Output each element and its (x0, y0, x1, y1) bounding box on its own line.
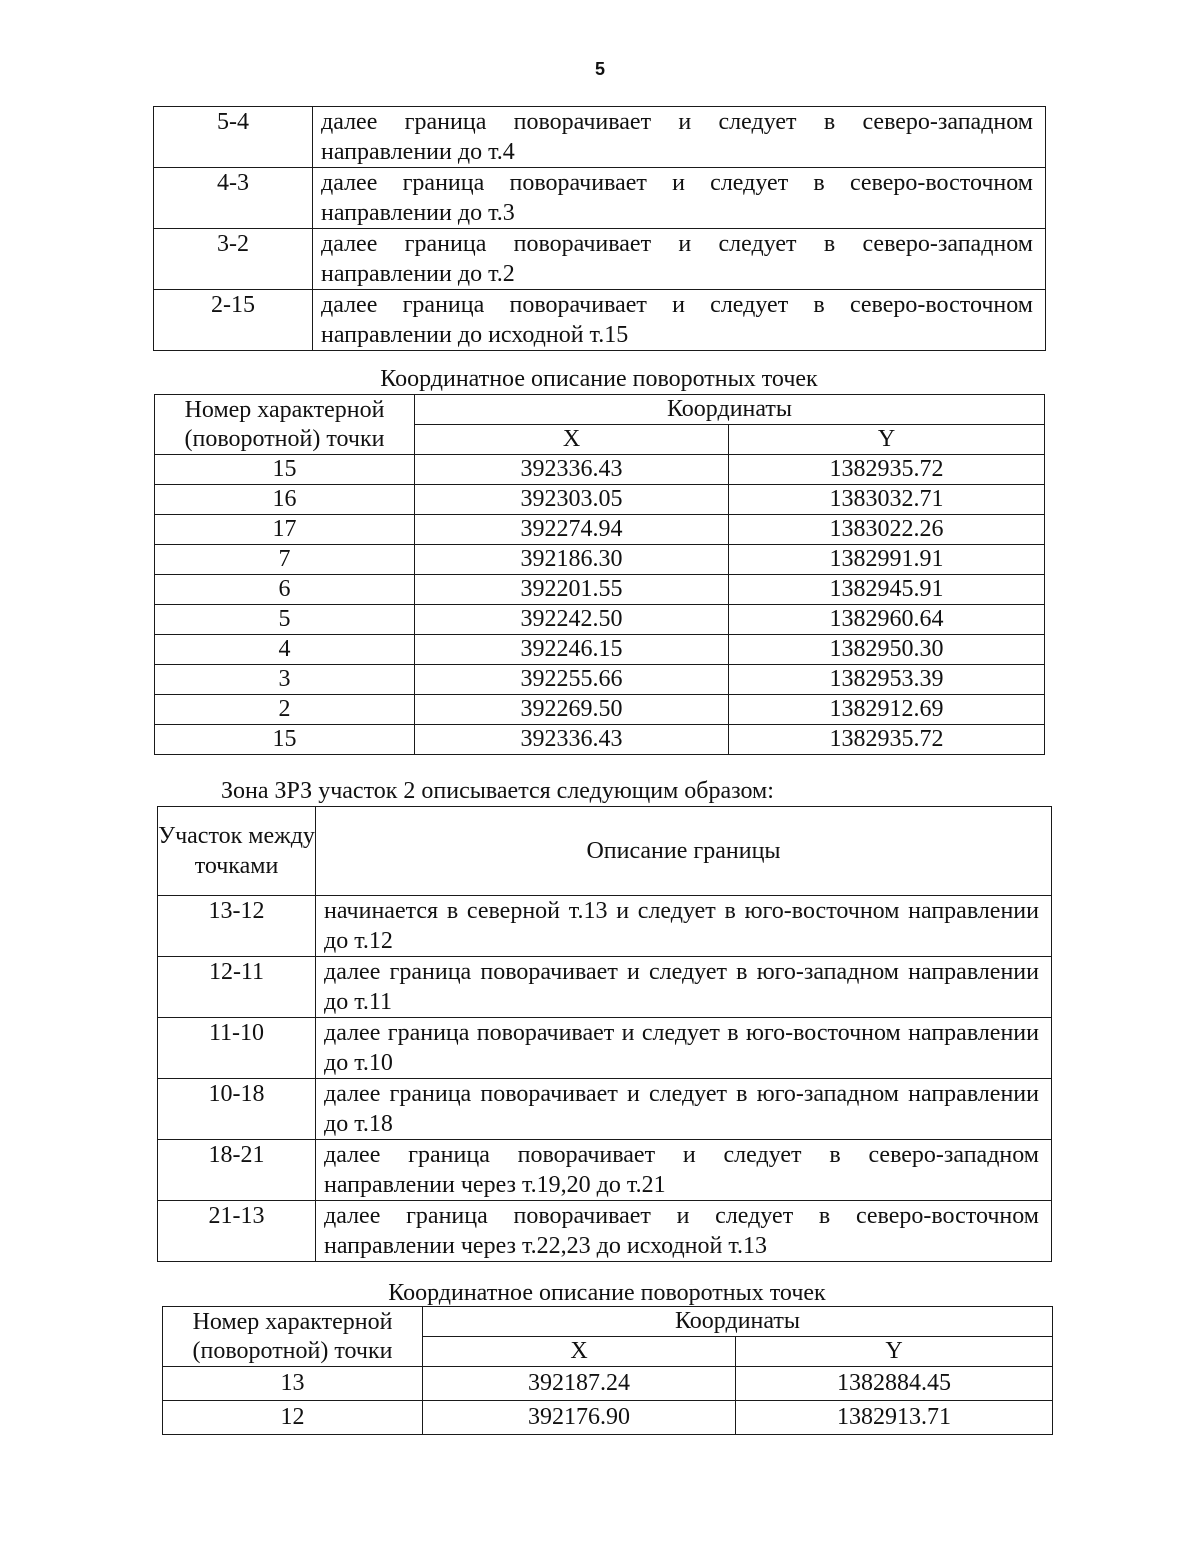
y-coordinate-cell: 1382953.39 (729, 665, 1045, 695)
table-row (158, 1018, 1052, 1079)
description-cell: далее граница поворачивает и следует в северо-восточном направлении до исходной т.15 (313, 290, 1046, 351)
segment-cell: 4-3 (154, 168, 313, 229)
table-row (155, 695, 1045, 725)
description-cell: далее граница поворачивает и следует в юго-западном направлении до т.18 (316, 1079, 1052, 1140)
y-header: Y (729, 425, 1045, 455)
point-number-cell: 12 (163, 1401, 423, 1435)
y-coordinate-cell: 1382912.69 (729, 695, 1045, 725)
description-cell: далее граница поворачивает и следует в северо-западном направлении до т.4 (313, 107, 1046, 168)
segment-cell: 2-15 (154, 290, 313, 351)
table-row (158, 957, 1052, 1018)
x-coordinate-cell: 392269.50 (415, 695, 729, 725)
coordinates-body (163, 1367, 1053, 1435)
segment-cell: 11-10 (158, 1018, 316, 1079)
table-row (155, 515, 1045, 545)
point-number-cell: 6 (155, 575, 415, 605)
description-cell: далее граница поворачивает и следует в юго-восточном направлении до т.10 (316, 1018, 1052, 1079)
coordinates-table-zone1 (154, 394, 1045, 755)
point-number-cell: 7 (155, 545, 415, 575)
x-coordinate-cell: 392246.15 (415, 635, 729, 665)
point-number-cell: 13 (163, 1367, 423, 1401)
table-row (158, 1079, 1052, 1140)
point-number-cell: 5 (155, 605, 415, 635)
x-coordinate-cell: 392303.05 (415, 485, 729, 515)
table-row (155, 665, 1045, 695)
description-cell: далее граница поворачивает и следует в северо-восточном направлении через т.22,23 до исходной т.13 (316, 1201, 1052, 1262)
point-number-header: Номер характерной (поворотной) точки (155, 395, 415, 455)
segment-cell: 13-12 (158, 896, 316, 957)
coordinates-table-zone2 (162, 1306, 1053, 1435)
point-number-cell: 3 (155, 665, 415, 695)
boundary-table-zone2 (157, 806, 1052, 1262)
table-row (155, 455, 1045, 485)
coordinates-caption: Координатное описание поворотных точек (388, 1280, 826, 1306)
y-coordinate-cell: 1382991.91 (729, 545, 1045, 575)
table-row (158, 1201, 1052, 1262)
point-number-cell: 2 (155, 695, 415, 725)
zone2-lead-text: Зона ЗРЗ участок 2 описывается следующим образом: (221, 778, 774, 804)
point-number-cell: 15 (155, 725, 415, 755)
segment-cell: 10-18 (158, 1079, 316, 1140)
table-row (155, 605, 1045, 635)
description-header: Описание границы (316, 807, 1052, 896)
x-coordinate-cell: 392336.43 (415, 455, 729, 485)
x-coordinate-cell: 392242.50 (415, 605, 729, 635)
boundary-table-zone1 (153, 106, 1046, 351)
y-coordinate-cell: 1382960.64 (729, 605, 1045, 635)
point-number-cell: 15 (155, 455, 415, 485)
point-number-cell: 4 (155, 635, 415, 665)
y-coordinate-cell: 1382913.71 (736, 1401, 1053, 1435)
table-row (155, 725, 1045, 755)
table-row (158, 896, 1052, 957)
x-coordinate-cell: 392255.66 (415, 665, 729, 695)
point-number-header: Номер характерной (поворотной) точки (163, 1307, 423, 1367)
table-row (155, 635, 1045, 665)
table-row (154, 168, 1046, 229)
page-number: 5 (594, 59, 605, 79)
description-cell: далее граница поворачивает и следует в северо-восточном направлении до т.3 (313, 168, 1046, 229)
x-coordinate-cell: 392336.43 (415, 725, 729, 755)
x-header: X (415, 425, 729, 455)
y-coordinate-cell: 1382884.45 (736, 1367, 1053, 1401)
table-row (154, 229, 1046, 290)
segment-cell: 5-4 (154, 107, 313, 168)
table-header-row (158, 807, 1052, 896)
y-coordinate-cell: 1382935.72 (729, 725, 1045, 755)
y-coordinate-cell: 1382945.91 (729, 575, 1045, 605)
description-cell: далее граница поворачивает и следует в северо-западном направлении через т.19,20 до т.21 (316, 1140, 1052, 1201)
table-row (155, 575, 1045, 605)
coordinates-body (155, 455, 1045, 755)
x-coordinate-cell: 392186.30 (415, 545, 729, 575)
segment-cell: 12-11 (158, 957, 316, 1018)
table-header-row (155, 395, 1045, 425)
point-number-cell: 17 (155, 515, 415, 545)
segment-cell: 21-13 (158, 1201, 316, 1262)
point-number-cell: 16 (155, 485, 415, 515)
x-coordinate-cell: 392187.24 (423, 1367, 736, 1401)
x-coordinate-cell: 392176.90 (423, 1401, 736, 1435)
table-row (154, 107, 1046, 168)
x-coordinate-cell: 392201.55 (415, 575, 729, 605)
segment-header: Участок между точками (158, 807, 316, 896)
table-row (155, 485, 1045, 515)
segment-cell: 18-21 (158, 1140, 316, 1201)
coordinates-header: Координаты (415, 395, 1045, 425)
table-row (154, 290, 1046, 351)
table-row (158, 1140, 1052, 1201)
y-coordinate-cell: 1383022.26 (729, 515, 1045, 545)
table-row (163, 1367, 1053, 1401)
description-cell: далее граница поворачивает и следует в северо-западном направлении до т.2 (313, 229, 1046, 290)
x-header: X (423, 1337, 736, 1367)
boundary-body (158, 896, 1052, 1262)
y-coordinate-cell: 1382935.72 (729, 455, 1045, 485)
coordinates-caption: Координатное описание поворотных точек (380, 366, 818, 392)
table-header-row (163, 1307, 1053, 1337)
y-coordinate-cell: 1382950.30 (729, 635, 1045, 665)
table-row (155, 545, 1045, 575)
table-row (163, 1401, 1053, 1435)
description-cell: начинается в северной т.13 и следует в юго-восточном направлении до т.12 (316, 896, 1052, 957)
description-cell: далее граница поворачивает и следует в юго-западном направлении до т.11 (316, 957, 1052, 1018)
x-coordinate-cell: 392274.94 (415, 515, 729, 545)
coordinates-header: Координаты (423, 1307, 1053, 1337)
y-coordinate-cell: 1383032.71 (729, 485, 1045, 515)
segment-cell: 3-2 (154, 229, 313, 290)
y-header: Y (736, 1337, 1053, 1367)
